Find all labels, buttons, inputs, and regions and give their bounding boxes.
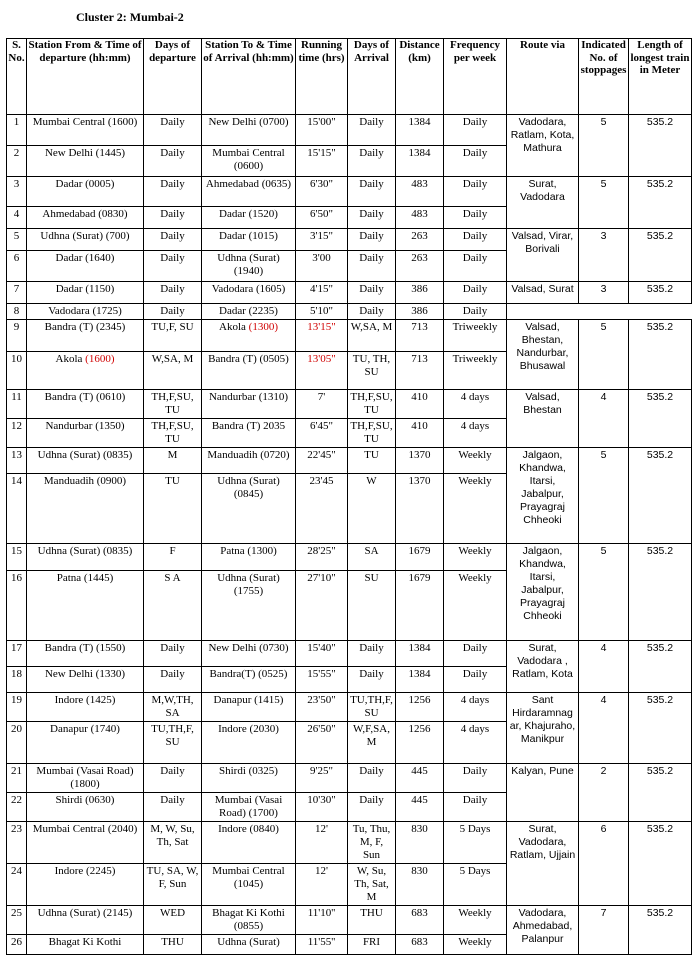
distance-cell: 1384	[396, 115, 444, 146]
route-cell: Surat, Vadodara, Ratlam, Ujjain	[507, 822, 579, 906]
running-time-cell: 10'30"	[296, 793, 348, 822]
frequency-cell: Daily	[444, 282, 507, 304]
table-row	[7, 229, 692, 251]
distance-cell: 713	[396, 352, 444, 390]
sno-cell: 25	[7, 906, 27, 935]
running-time-cell: 23'45	[296, 474, 348, 544]
from-cell: Indore (2245)	[27, 864, 144, 906]
table-row	[7, 544, 692, 571]
from-cell: Indore (1425)	[27, 693, 144, 722]
frequency-cell: Weekly	[444, 544, 507, 571]
departure-days-cell: THU	[144, 935, 202, 955]
table-row	[7, 115, 692, 146]
from-cell-time: (1600)	[85, 353, 115, 365]
route-cell: Surat, Vadodara , Ratlam, Kota	[507, 641, 579, 693]
distance-cell: 1370	[396, 474, 444, 544]
to-cell: Bandra(T) (0525)	[202, 667, 296, 693]
frequency-cell: 4 days	[444, 693, 507, 722]
table-body	[7, 115, 692, 955]
frequency-cell: Weekly	[444, 935, 507, 955]
distance-cell: 1384	[396, 146, 444, 177]
frequency-cell: Daily	[444, 793, 507, 822]
departure-days-cell: Daily	[144, 177, 202, 207]
running-time-cell: 15'55"	[296, 667, 348, 693]
header-running-time: Running time (hrs)	[296, 39, 348, 115]
sno-cell: 23	[7, 822, 27, 864]
distance-cell: 1370	[396, 448, 444, 474]
stoppages-cell: 5	[579, 448, 629, 544]
to-cell: Shirdi (0325)	[202, 764, 296, 793]
header-sno: S. No.	[7, 39, 27, 115]
to-cell: Bhagat Ki Kothi (0855)	[202, 906, 296, 935]
distance-cell: 483	[396, 177, 444, 207]
arrival-days-cell: Daily	[348, 764, 396, 793]
from-cell: Dadar (1150)	[27, 282, 144, 304]
sno-cell: 8	[7, 304, 27, 320]
stoppages-cell: 5	[579, 177, 629, 229]
arrival-days-cell: Daily	[348, 207, 396, 229]
departure-days-cell: Daily	[144, 304, 202, 320]
from-cell-station: Akola	[55, 353, 83, 365]
length-cell: 535.2	[629, 115, 692, 177]
frequency-cell: Triweekly	[444, 352, 507, 390]
sno-cell: 12	[7, 419, 27, 448]
distance-cell: 1384	[396, 667, 444, 693]
from-cell: Mumbai Central (1600)	[27, 115, 144, 146]
frequency-cell: 4 days	[444, 722, 507, 764]
running-time-cell: 15'40"	[296, 641, 348, 667]
arrival-days-cell: FRI	[348, 935, 396, 955]
length-cell: 535.2	[629, 693, 692, 764]
stoppages-cell: 3	[579, 229, 629, 282]
running-time-cell: 13'05"	[296, 352, 348, 390]
sno-cell: 2	[7, 146, 27, 177]
stoppages-cell: 4	[579, 641, 629, 693]
table-row	[7, 906, 692, 935]
departure-days-cell: TU	[144, 474, 202, 544]
frequency-cell: Daily	[444, 641, 507, 667]
to-cell: Bandra (T) (0505)	[202, 352, 296, 390]
arrival-days-cell: Daily	[348, 177, 396, 207]
running-time-cell: 15'15"	[296, 146, 348, 177]
to-cell: Vadodara (1605)	[202, 282, 296, 304]
distance-cell: 1256	[396, 722, 444, 764]
distance-cell: 683	[396, 935, 444, 955]
running-time-cell: 12'	[296, 822, 348, 864]
distance-cell: 1256	[396, 693, 444, 722]
stoppages-cell: 5	[579, 544, 629, 641]
to-cell: Udhna (Surat) (0845)	[202, 474, 296, 544]
frequency-cell: Weekly	[444, 448, 507, 474]
arrival-days-cell: Daily	[348, 146, 396, 177]
arrival-days-cell: W,SA, M	[348, 320, 396, 352]
departure-days-cell: Daily	[144, 641, 202, 667]
train-schedule-table	[6, 38, 692, 955]
to-cell: Bandra (T) 2035	[202, 419, 296, 448]
to-cell: Dadar (1520)	[202, 207, 296, 229]
frequency-cell: Daily	[444, 177, 507, 207]
header-length: Length of longest train in Meter	[629, 39, 692, 115]
running-time-cell: 27'10"	[296, 571, 348, 641]
to-cell: Udhna (Surat)	[202, 935, 296, 955]
frequency-cell: Daily	[444, 146, 507, 177]
from-cell: Dadar (0005)	[27, 177, 144, 207]
departure-days-cell: Daily	[144, 282, 202, 304]
departure-days-cell: M,W,TH, SA	[144, 693, 202, 722]
header-arr-days: Days of Arrival	[348, 39, 396, 115]
to-cell: Indore (0840)	[202, 822, 296, 864]
from-cell: Patna (1445)	[27, 571, 144, 641]
frequency-cell: Weekly	[444, 906, 507, 935]
to-cell: Dadar (1015)	[202, 229, 296, 251]
to-cell: Ahmedabad (0635)	[202, 177, 296, 207]
length-cell: 535.2	[629, 764, 692, 822]
departure-days-cell: W,SA, M	[144, 352, 202, 390]
from-cell: Shirdi (0630)	[27, 793, 144, 822]
frequency-cell: Daily	[444, 667, 507, 693]
distance-cell: 830	[396, 864, 444, 906]
running-time-cell: 6'50"	[296, 207, 348, 229]
running-time-cell: 12'	[296, 864, 348, 906]
distance-cell: 410	[396, 419, 444, 448]
to-cell: Udhna (Surat) (1755)	[202, 571, 296, 641]
from-cell: Udhna (Surat) (2145)	[27, 906, 144, 935]
to-cell: New Delhi (0700)	[202, 115, 296, 146]
sno-cell: 18	[7, 667, 27, 693]
to-cell: Patna (1300)	[202, 544, 296, 571]
to-cell	[202, 320, 296, 352]
table-row	[7, 693, 692, 722]
frequency-cell: Weekly	[444, 571, 507, 641]
sno-cell: 4	[7, 207, 27, 229]
arrival-days-cell: W,F,SA, M	[348, 722, 396, 764]
running-time-cell: 22'45"	[296, 448, 348, 474]
from-cell: Ahmedabad (0830)	[27, 207, 144, 229]
sno-cell: 3	[7, 177, 27, 207]
arrival-days-cell: W	[348, 474, 396, 544]
route-cell: Valsad, Virar, Borivali	[507, 229, 579, 282]
header-to: Station To & Time of Arrival (hh:mm)	[202, 39, 296, 115]
running-time-cell: 6'45"	[296, 419, 348, 448]
departure-days-cell: TH,F,SU, TU	[144, 419, 202, 448]
distance-cell: 263	[396, 229, 444, 251]
header-frequency: Frequency per week	[444, 39, 507, 115]
departure-days-cell: TH,F,SU, TU	[144, 390, 202, 419]
to-cell-station: Akola	[219, 321, 246, 333]
from-cell: Mumbai (Vasai Road) (1800)	[27, 764, 144, 793]
route-cell: Valsad, Surat	[507, 282, 579, 304]
running-time-cell: 26'50"	[296, 722, 348, 764]
length-cell: 535.2	[629, 390, 692, 448]
arrival-days-cell: TU	[348, 448, 396, 474]
length-cell: 535.2	[629, 544, 692, 641]
distance-cell: 445	[396, 793, 444, 822]
sno-cell: 14	[7, 474, 27, 544]
route-cell: Kalyan, Pune	[507, 764, 579, 822]
to-cell: Manduadih (0720)	[202, 448, 296, 474]
departure-days-cell: F	[144, 544, 202, 571]
distance-cell: 1384	[396, 641, 444, 667]
table-row	[7, 448, 692, 474]
sno-cell: 17	[7, 641, 27, 667]
running-time-cell: 5'10"	[296, 304, 348, 320]
sno-cell: 1	[7, 115, 27, 146]
length-cell: 535.2	[629, 229, 692, 282]
from-cell: New Delhi (1445)	[27, 146, 144, 177]
running-time-cell: 3'00	[296, 251, 348, 282]
departure-days-cell: M, W, Su, Th, Sat	[144, 822, 202, 864]
sno-cell: 15	[7, 544, 27, 571]
length-cell: 535.2	[629, 822, 692, 906]
frequency-cell: Daily	[444, 229, 507, 251]
from-cell: Bhagat Ki Kothi	[27, 935, 144, 955]
to-cell: Mumbai (Vasai Road) (1700)	[202, 793, 296, 822]
stoppages-cell: 5	[579, 115, 629, 177]
route-cell: Sant Hirdaramnag ar, Khajuraho, Manikpur	[507, 693, 579, 764]
arrival-days-cell: TU, TH, SU	[348, 352, 396, 390]
arrival-days-cell: Daily	[348, 793, 396, 822]
from-cell: Udhna (Surat) (0835)	[27, 544, 144, 571]
length-cell: 535.2	[629, 177, 692, 229]
to-cell: Mumbai Central (0600)	[202, 146, 296, 177]
frequency-cell: Daily	[444, 251, 507, 282]
route-cell: Vadodara, Ratlam, Kota, Mathura	[507, 115, 579, 177]
running-time-cell: 11'55''	[296, 935, 348, 955]
distance-cell: 410	[396, 390, 444, 419]
route-cell: Surat, Vadodara	[507, 177, 579, 229]
running-time-cell: 7'	[296, 390, 348, 419]
table-row	[7, 764, 692, 793]
departure-days-cell: Daily	[144, 115, 202, 146]
sno-cell: 5	[7, 229, 27, 251]
arrival-days-cell: Daily	[348, 115, 396, 146]
to-cell: Udhna (Surat) (1940)	[202, 251, 296, 282]
from-cell: Udhna (Surat) (700)	[27, 229, 144, 251]
frequency-cell: 4 days	[444, 419, 507, 448]
distance-cell: 445	[396, 764, 444, 793]
from-cell: Mumbai Central (2040)	[27, 822, 144, 864]
distance-cell: 386	[396, 304, 444, 320]
departure-days-cell: TU,F, SU	[144, 320, 202, 352]
running-time-cell: 13'15"	[296, 320, 348, 352]
from-cell: Udhna (Surat) (0835)	[27, 448, 144, 474]
to-cell: Nandurbar (1310)	[202, 390, 296, 419]
sno-cell: 20	[7, 722, 27, 764]
stoppages-cell: 7	[579, 906, 629, 955]
departure-days-cell: Daily	[144, 229, 202, 251]
departure-days-cell: Daily	[144, 793, 202, 822]
from-cell: Vadodara (1725)	[27, 304, 144, 320]
stoppages-cell: 6	[579, 822, 629, 906]
table-row	[7, 304, 692, 320]
distance-cell: 263	[396, 251, 444, 282]
from-cell: Dadar (1640)	[27, 251, 144, 282]
distance-cell: 386	[396, 282, 444, 304]
route-cell: Jalgaon, Khandwa, Itarsi, Jabalpur, Prayagraj Chheoki	[507, 544, 579, 641]
departure-days-cell: M	[144, 448, 202, 474]
arrival-days-cell: Daily	[348, 304, 396, 320]
frequency-cell: 5 Days	[444, 822, 507, 864]
header-route: Route via	[507, 39, 579, 115]
header-from: Station From & Time of departure (hh:mm)	[27, 39, 144, 115]
header-dep-days: Days of departure	[144, 39, 202, 115]
sno-cell: 21	[7, 764, 27, 793]
running-time-cell: 4'15"	[296, 282, 348, 304]
length-cell: 535.2	[629, 282, 692, 304]
to-cell: New Delhi (0730)	[202, 641, 296, 667]
departure-days-cell: TU, SA, W, F, Sun	[144, 864, 202, 906]
running-time-cell: 3'15"	[296, 229, 348, 251]
sno-cell: 7	[7, 282, 27, 304]
route-cell: Vadodara, Ahmedabad, Palanpur	[507, 906, 579, 955]
arrival-days-cell: TU,TH,F, SU	[348, 693, 396, 722]
frequency-cell: Triweekly	[444, 320, 507, 352]
running-time-cell: 23'50"	[296, 693, 348, 722]
stoppages-cell: 3	[579, 282, 629, 304]
to-cell: Danapur (1415)	[202, 693, 296, 722]
sno-cell: 13	[7, 448, 27, 474]
length-cell: 535.2	[629, 320, 692, 390]
distance-cell: 713	[396, 320, 444, 352]
frequency-cell: Daily	[444, 207, 507, 229]
from-cell: Danapur (1740)	[27, 722, 144, 764]
stoppages-cell: 4	[579, 390, 629, 448]
arrival-days-cell: Daily	[348, 251, 396, 282]
from-cell: Nandurbar (1350)	[27, 419, 144, 448]
arrival-days-cell: Daily	[348, 667, 396, 693]
length-cell: 535.2	[629, 448, 692, 544]
distance-cell: 683	[396, 906, 444, 935]
frequency-cell: Weekly	[444, 474, 507, 544]
frequency-cell: 5 Days	[444, 864, 507, 906]
from-cell	[27, 352, 144, 390]
to-cell-time: (1300)	[248, 321, 278, 333]
departure-days-cell: WED	[144, 906, 202, 935]
length-cell: 535.2	[629, 641, 692, 693]
distance-cell: 1679	[396, 571, 444, 641]
sno-cell: 16	[7, 571, 27, 641]
frequency-cell: Daily	[444, 764, 507, 793]
running-time-cell: 28'25"	[296, 544, 348, 571]
running-time-cell: 6'30"	[296, 177, 348, 207]
frequency-cell: 4 days	[444, 390, 507, 419]
departure-days-cell: Daily	[144, 764, 202, 793]
departure-days-cell: Daily	[144, 667, 202, 693]
table-row	[7, 177, 692, 207]
from-cell: Bandra (T) (2345)	[27, 320, 144, 352]
frequency-cell: Daily	[444, 115, 507, 146]
table-row	[7, 390, 692, 419]
header-stoppages: Indicated No. of stoppages	[579, 39, 629, 115]
stoppages-cell: 2	[579, 764, 629, 822]
distance-cell: 483	[396, 207, 444, 229]
from-cell: Manduadih (0900)	[27, 474, 144, 544]
departure-days-cell: Daily	[144, 146, 202, 177]
stoppages-cell: 5	[579, 320, 629, 390]
to-cell: Indore (2030)	[202, 722, 296, 764]
sno-cell: 11	[7, 390, 27, 419]
from-cell: Bandra (T) (0610)	[27, 390, 144, 419]
distance-cell: 1679	[396, 544, 444, 571]
stoppages-cell: 4	[579, 693, 629, 764]
arrival-days-cell: THU	[348, 906, 396, 935]
arrival-days-cell: SA	[348, 544, 396, 571]
route-cell: Valsad, Bhestan, Nandurbar, Bhusawal	[507, 320, 579, 390]
route-cell: Jalgaon, Khandwa, Itarsi, Jabalpur, Prayagraj Chheoki	[507, 448, 579, 544]
page-title: Cluster 2: Mumbai-2	[76, 10, 184, 24]
running-time-cell: 9'25"	[296, 764, 348, 793]
arrival-days-cell: Tu, Thu, M, F, Sun	[348, 822, 396, 864]
running-time-cell: 11'10''	[296, 906, 348, 935]
distance-cell: 830	[396, 822, 444, 864]
arrival-days-cell: TH,F,SU, TU	[348, 390, 396, 419]
arrival-days-cell: Daily	[348, 229, 396, 251]
to-cell: Dadar (2235)	[202, 304, 296, 320]
arrival-days-cell: W, Su, Th, Sat, M	[348, 864, 396, 906]
running-time-cell: 15'00"	[296, 115, 348, 146]
table-row	[7, 641, 692, 667]
sno-cell: 22	[7, 793, 27, 822]
departure-days-cell: Daily	[144, 251, 202, 282]
arrival-days-cell: Daily	[348, 282, 396, 304]
from-cell: Bandra (T) (1550)	[27, 641, 144, 667]
table-row	[7, 320, 692, 352]
table-row	[7, 282, 692, 304]
table-row	[7, 822, 692, 864]
arrival-days-cell: SU	[348, 571, 396, 641]
from-cell: New Delhi (1330)	[27, 667, 144, 693]
sno-cell: 19	[7, 693, 27, 722]
sno-cell: 10	[7, 352, 27, 390]
route-cell: Valsad, Bhestan	[507, 390, 579, 448]
sno-cell: 26	[7, 935, 27, 955]
arrival-days-cell: Daily	[348, 641, 396, 667]
length-cell: 535.2	[629, 906, 692, 955]
header-distance: Distance (km)	[396, 39, 444, 115]
arrival-days-cell: TH,F,SU, TU	[348, 419, 396, 448]
sno-cell: 6	[7, 251, 27, 282]
departure-days-cell: TU,TH,F, SU	[144, 722, 202, 764]
sno-cell: 9	[7, 320, 27, 352]
sno-cell: 24	[7, 864, 27, 906]
departure-days-cell: Daily	[144, 207, 202, 229]
frequency-cell: Daily	[444, 304, 507, 320]
departure-days-cell: S A	[144, 571, 202, 641]
to-cell: Mumbai Central (1045)	[202, 864, 296, 906]
